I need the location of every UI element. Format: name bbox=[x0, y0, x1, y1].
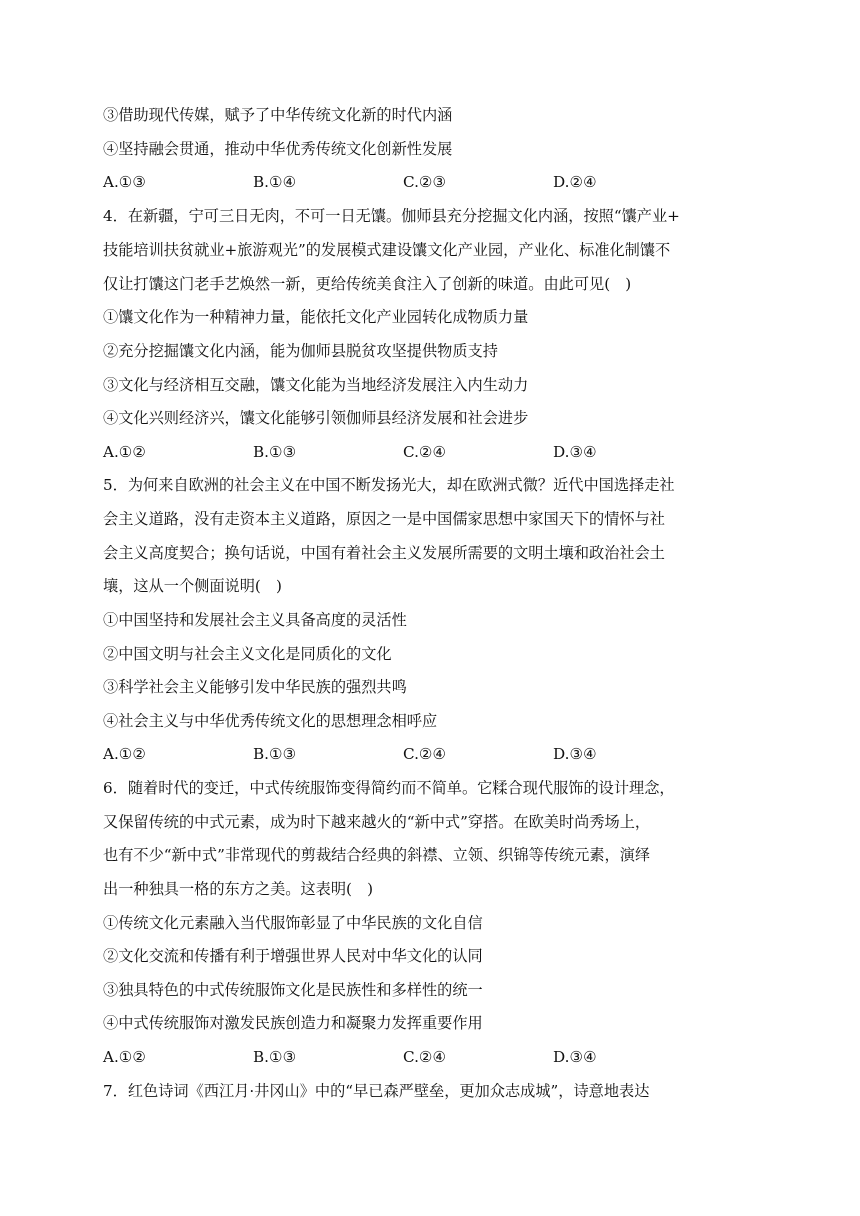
q6-option-2: ②文化交流和传播有利于增强世界人民对中华文化的认同 bbox=[103, 947, 483, 965]
q3-choice-b: B.①④ bbox=[253, 173, 297, 191]
q5-option-1: ①中国坚持和发展社会主义具备高度的灵活性 bbox=[103, 611, 407, 629]
q5-stem-line: 5．为何来自欧洲的社会主义在中国不断发扬光大，却在欧洲式微？近代中国选择走社 bbox=[103, 476, 675, 494]
q6-choice-c: C.②④ bbox=[403, 1048, 447, 1066]
q6-option-3: ③独具特色的中式传统服饰文化是民族性和多样性的统一 bbox=[103, 981, 483, 999]
q6-choice-d: D.③④ bbox=[553, 1048, 597, 1066]
q5-choice-a: A.①② bbox=[103, 745, 147, 763]
q3-choice-c: C.②③ bbox=[403, 173, 447, 191]
q6-answer-choices bbox=[103, 1047, 763, 1067]
q4-choice-a: A.①② bbox=[103, 443, 147, 461]
q3-answer-choices bbox=[103, 172, 763, 192]
q6-choice-a: A.①② bbox=[103, 1048, 147, 1066]
q4-stem-line: 仅让打馕这门老手艺焕然一新，更给传统美食注入了创新的味道。由此可见( ) bbox=[103, 275, 632, 293]
q5-option-4: ④社会主义与中华优秀传统文化的思想理念相呼应 bbox=[103, 712, 438, 730]
q5-stem-line: 壤，这从一个侧面说明( ) bbox=[103, 577, 282, 595]
q5-choice-c: C.②④ bbox=[403, 745, 447, 763]
q4-choice-c: C.②④ bbox=[403, 443, 447, 461]
q4-choice-b: B.①③ bbox=[253, 443, 297, 461]
q5-option-2: ②中国文明与社会主义文化是同质化的文化 bbox=[103, 645, 392, 663]
q6-stem-line: 也有不少“新中式”非常现代的剪裁结合经典的斜襟、立领、织锦等传统元素，演绎 bbox=[103, 846, 651, 864]
q6-choice-b: B.①③ bbox=[253, 1048, 297, 1066]
q5-stem-line: 会主义道路，没有走资本主义道路，原因之一是中国儒家思想中家国天下的情怀与社 bbox=[103, 510, 665, 528]
q6-stem-line: 出一种独具一格的东方之美。这表明( ) bbox=[103, 880, 374, 898]
q4-stem-line: 技能培训扶贫就业+旅游观光”的发展模式建设馕文化产业园，产业化、标准化制馕不 bbox=[103, 241, 671, 259]
q5-option-3: ③科学社会主义能够引发中华民族的强烈共鸣 bbox=[103, 678, 407, 696]
q6-stem-line: 6．随着时代的变迁，中式传统服饰变得简约而不简单。它糅合现代服饰的设计理念， bbox=[103, 779, 675, 797]
q4-stem-line: 4．在新疆，宁可三日无肉，不可一日无馕。伽师县充分挖掘文化内涵，按照“馕产业+ bbox=[103, 207, 680, 225]
q4-choice-d: D.③④ bbox=[553, 443, 597, 461]
q4-option-2: ②充分挖掘馕文化内涵，能为伽师县脱贫攻坚提供物质支持 bbox=[103, 342, 498, 360]
q6-stem-line: 又保留传统的中式元素，成为时下越来越火的“新中式”穿搭。在欧美时尚秀场上， bbox=[103, 813, 651, 831]
q6-option-4: ④中式传统服饰对激发民族创造力和凝聚力发挥重要作用 bbox=[103, 1014, 483, 1032]
q5-choice-d: D.③④ bbox=[553, 745, 597, 763]
q5-answer-choices bbox=[103, 744, 763, 764]
q4-option-4: ④文化兴则经济兴，馕文化能够引领伽师县经济发展和社会进步 bbox=[103, 409, 529, 427]
q4-option-3: ③文化与经济相互交融，馕文化能为当地经济发展注入内生动力 bbox=[103, 376, 529, 394]
q3-choice-a: A.①③ bbox=[103, 173, 147, 191]
q5-choice-b: B.①③ bbox=[253, 745, 297, 763]
q7-stem-line: 7．红色诗词《西江月·井冈山》中的“早已森严壁垒，更加众志成城”，诗意地表达 bbox=[103, 1082, 650, 1100]
q3-option-3: ③借助现代传媒，赋予了中华传统文化新的时代内涵 bbox=[103, 106, 453, 124]
q5-stem-line: 会主义高度契合；换句话说，中国有着社会主义发展所需要的文明土壤和政治社会土 bbox=[103, 544, 665, 562]
q3-option-4: ④坚持融会贯通，推动中华优秀传统文化创新性发展 bbox=[103, 140, 453, 158]
q3-choice-d: D.②④ bbox=[553, 173, 597, 191]
q4-option-1: ①馕文化作为一种精神力量，能依托文化产业园转化成物质力量 bbox=[103, 308, 529, 326]
q6-option-1: ①传统文化元素融入当代服饰彰显了中华民族的文化自信 bbox=[103, 914, 483, 932]
q4-answer-choices bbox=[103, 442, 763, 462]
